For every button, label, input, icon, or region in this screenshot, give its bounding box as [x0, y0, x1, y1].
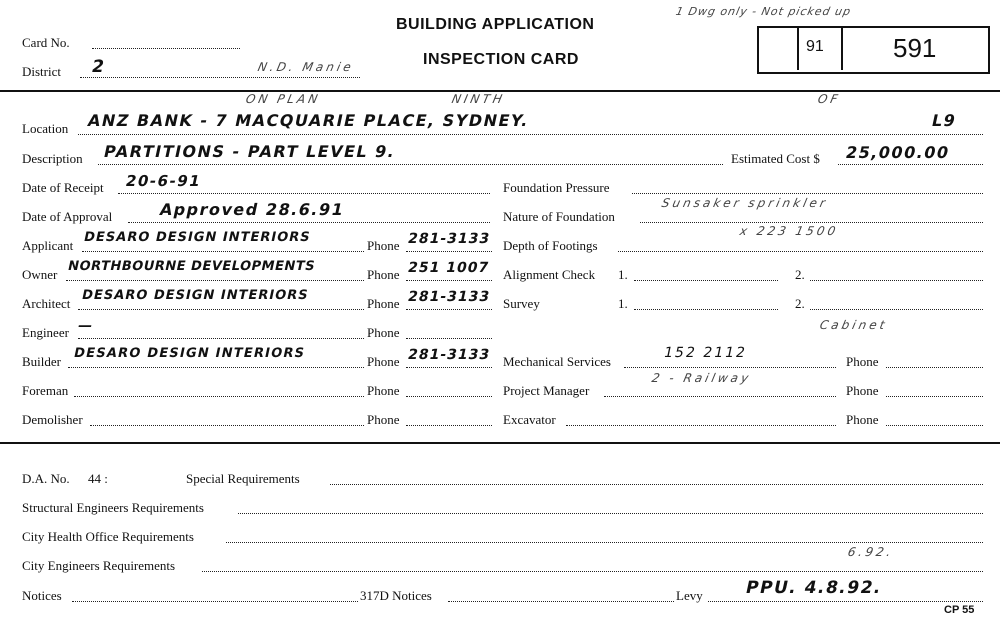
nature-foundation-value: Sunsaker sprinkler [660, 196, 830, 210]
architect-label: Architect [22, 296, 71, 311]
excavator-line [566, 425, 836, 426]
engineer-phone-line [406, 338, 492, 339]
date-approval-value: Approved 28.6.91 [157, 200, 347, 219]
owner-line [66, 280, 364, 281]
architect-phone-value: 281-3133 [406, 289, 492, 305]
survey-1-line [634, 309, 778, 310]
pm-phone-line [886, 396, 983, 397]
district-line [80, 77, 360, 78]
da-no-value: 44 : [88, 471, 108, 486]
foundation-pressure-label: Foundation Pressure [503, 180, 610, 195]
engineer-phone-label: Phone [367, 325, 400, 340]
excavator-label: Excavator [503, 412, 556, 427]
alignment-check-1-line [634, 280, 778, 281]
depth-footings-label: Depth of Footings [503, 238, 598, 253]
builder-phone-value: 281-3133 [406, 347, 492, 363]
levy-line [708, 601, 983, 602]
architect-phone-label: Phone [367, 296, 400, 311]
mechanical-services-value: 152 2112 [662, 345, 749, 361]
alignment-check-label: Alignment Check [503, 267, 596, 282]
city-engineers-line [202, 571, 983, 572]
special-requirements-label: Special Requirements [186, 471, 300, 486]
levy-value: PPU. 4.8.92. [743, 578, 884, 598]
mechanical-phone-label: Phone [846, 354, 879, 369]
owner-phone-label: Phone [367, 267, 400, 282]
levy-label: Levy [676, 588, 703, 603]
builder-line [68, 367, 364, 368]
owner-phone-line [406, 280, 492, 281]
demolisher-label: Demolisher [22, 412, 83, 427]
top-note: 1 Dwg only - Not picked up [674, 5, 853, 18]
card-number: 591 [893, 33, 937, 63]
foreman-label: Foreman [22, 383, 69, 398]
project-manager-line [604, 396, 836, 397]
health-line [226, 542, 983, 543]
applicant-line [82, 251, 364, 252]
demolisher-phone-line [406, 425, 492, 426]
foreman-line [74, 396, 364, 397]
district-label: District [22, 64, 61, 79]
city-engineers-value: 6.92. [846, 545, 896, 559]
applicant-phone-value: 281-3133 [406, 231, 492, 247]
alignment-check-2-label: 2. [795, 267, 805, 282]
builder-phone-line [406, 367, 492, 368]
district-value: 2 [89, 57, 108, 77]
depth-footings-value: x 223 1500 [738, 224, 840, 238]
date-receipt-label: Date of Receipt [22, 180, 104, 195]
structural-line [238, 513, 983, 514]
structural-label: Structural Engineers Requirements [22, 500, 204, 515]
estimated-cost-label: Estimated Cost $ [731, 151, 820, 166]
city-engineers-label: City Engineers Requirements [22, 558, 176, 573]
note-ninth: NINTH [450, 92, 507, 106]
applicant-value: DESARO DESIGN INTERIORS [82, 230, 312, 245]
alignment-check-1-label: 1. [618, 267, 628, 282]
health-label: City Health Office Requirements [22, 529, 194, 544]
special-requirements-line [330, 484, 983, 485]
card-no-label: Card No. [22, 35, 70, 50]
location-label: Location [22, 121, 69, 136]
survey-2-line [810, 309, 983, 310]
owner-label: Owner [22, 267, 58, 282]
estimated-cost-line [838, 164, 983, 165]
description-value: PARTITIONS - PART LEVEL 9. [101, 142, 398, 161]
note-on-plan: ON PLAN [244, 92, 322, 106]
engineer-label: Engineer [22, 325, 69, 340]
owner-phone-value: 251 1007 [406, 260, 491, 276]
date-approval-line [128, 222, 490, 223]
mechanical-phone-line [886, 367, 983, 368]
survey-label: Survey [503, 296, 540, 311]
date-receipt-value: 20-6-91 [124, 172, 204, 190]
pm-phone-label: Phone [846, 383, 879, 398]
location-suffix: L9 [929, 111, 959, 130]
foreman-phone-line [406, 396, 492, 397]
nature-foundation-label: Nature of Foundation [503, 209, 615, 224]
owner-value: NORTHBOURNE DEVELOPMENTS [66, 259, 317, 274]
architect-line [78, 309, 364, 310]
project-manager-value: 2 - Railway [650, 371, 753, 385]
date-approval-label: Date of Approval [22, 209, 113, 224]
project-manager-label: Project Manager [503, 383, 590, 398]
notices-317d-line [448, 601, 674, 602]
excavator-phone-line [886, 425, 983, 426]
engineer-line [78, 338, 364, 339]
card-no-line [92, 48, 240, 49]
foreman-phone-label: Phone [367, 383, 400, 398]
survey-2-label: 2. [795, 296, 805, 311]
description-label: Description [22, 151, 83, 166]
notices-label: Notices [22, 588, 62, 603]
engineer-note: Cabinet [818, 318, 889, 332]
location-value: ANZ BANK - 7 MACQUARIE PLACE, SYDNEY. [85, 111, 531, 130]
depth-footings-line [618, 251, 983, 252]
description-line [98, 164, 723, 165]
card-number-box [757, 26, 990, 74]
demolisher-phone-label: Phone [367, 412, 400, 427]
note-of: OF [816, 92, 842, 106]
title-line-1: BUILDING APPLICATION [396, 16, 595, 33]
builder-value: DESARO DESIGN INTERIORS [72, 346, 307, 361]
da-no-label: D.A. No. [22, 471, 70, 486]
excavator-phone-label: Phone [846, 412, 879, 427]
location-line [78, 134, 983, 135]
estimated-cost-value: 25,000.00 [843, 143, 952, 162]
notices-line [72, 601, 358, 602]
mid-separator [0, 442, 1000, 444]
form-code: CP 55 [944, 604, 975, 616]
year-value: 91 [806, 38, 824, 55]
demolisher-line [90, 425, 364, 426]
alignment-check-2-line [810, 280, 983, 281]
mechanical-services-line [624, 367, 836, 368]
survey-1-label: 1. [618, 296, 628, 311]
applicant-phone-line [406, 251, 492, 252]
architect-phone-line [406, 309, 492, 310]
date-receipt-line [118, 193, 490, 194]
architect-value: DESARO DESIGN INTERIORS [80, 288, 310, 303]
builder-label: Builder [22, 354, 61, 369]
engineer-value: — [76, 318, 96, 334]
applicant-label: Applicant [22, 238, 74, 253]
foundation-pressure-line [632, 193, 983, 194]
district-note: N.D. Manie [256, 60, 356, 74]
builder-phone-label: Phone [367, 354, 400, 369]
notices-317d-label: 317D Notices [360, 588, 432, 603]
mechanical-services-label: Mechanical Services [503, 354, 611, 369]
applicant-phone-label: Phone [367, 238, 400, 253]
title-line-2: INSPECTION CARD [423, 51, 579, 68]
nature-foundation-line [640, 222, 983, 223]
